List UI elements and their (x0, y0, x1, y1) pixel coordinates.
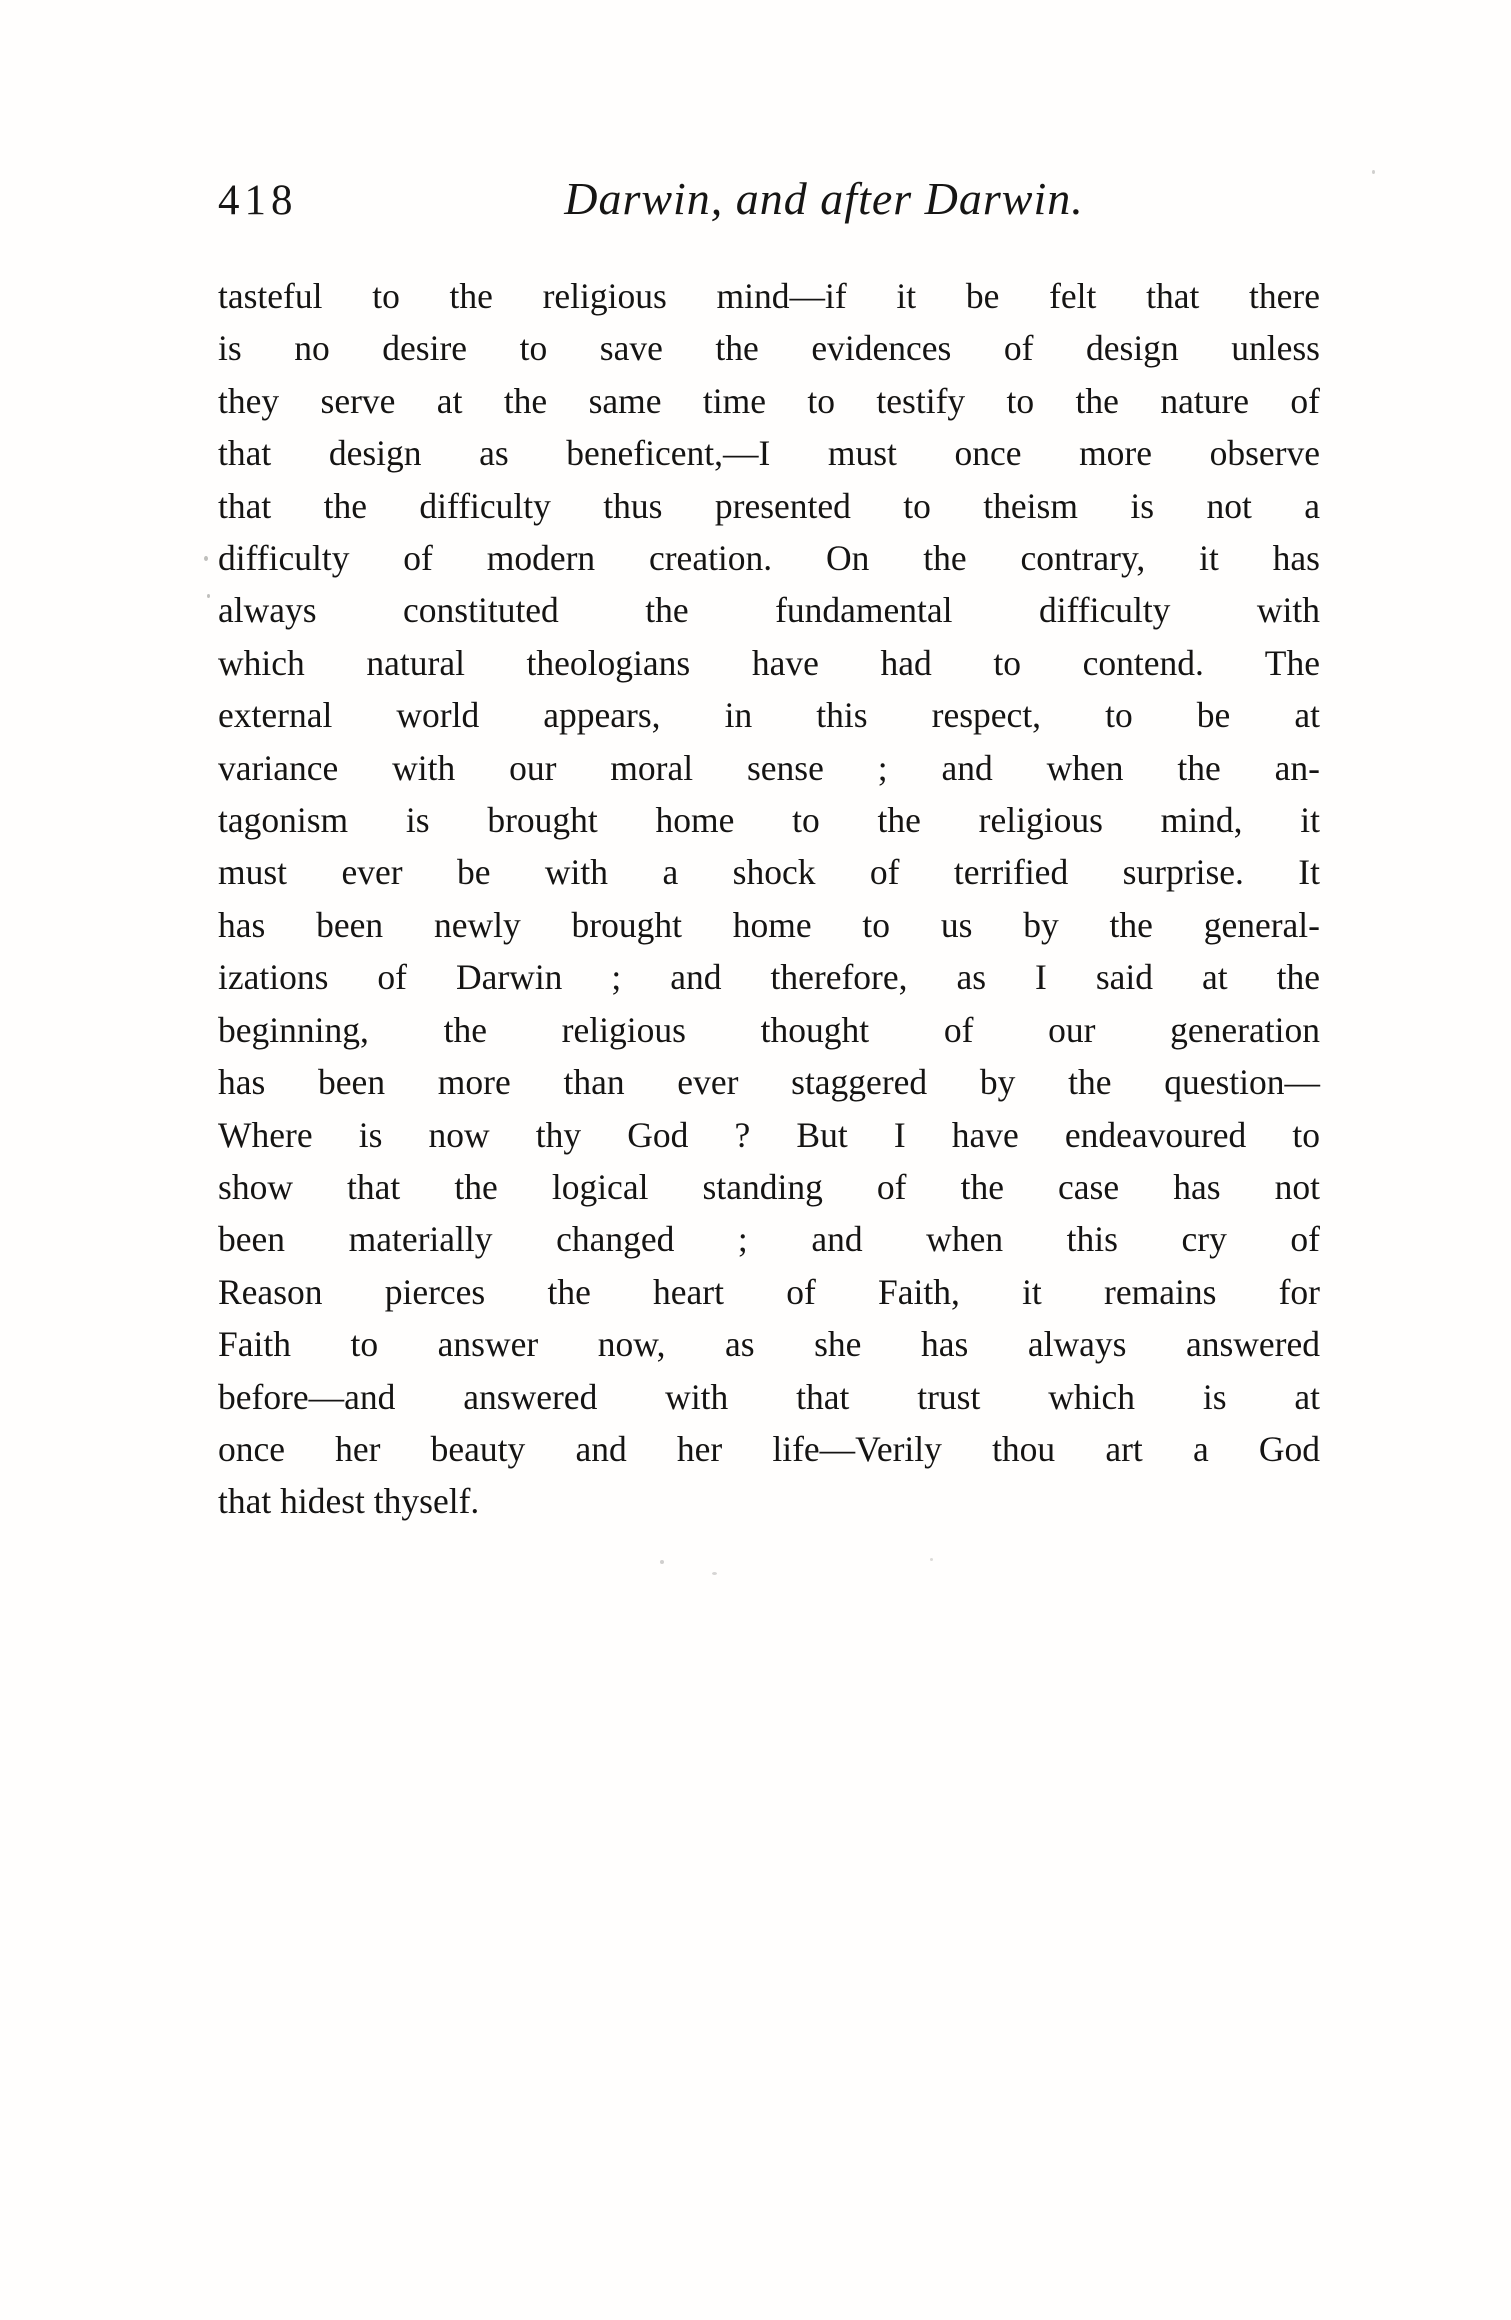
text-line: always constituted the fundamental difficulty with (218, 590, 1320, 631)
text-line: which natural theologians have had to contend. The (218, 642, 1320, 683)
text-line: they serve at the same time to testify to the nature of (218, 380, 1320, 421)
text-line: tasteful to the religious mind—if it be felt that there (218, 276, 1320, 316)
scan-speck (930, 1558, 933, 1561)
text-line: Reason pierces the heart of Faith, it remains for (218, 1271, 1320, 1312)
text-line: Faith to answer now, as she has always answered (218, 1324, 1320, 1365)
scan-speck (712, 1572, 717, 1575)
running-title: Darwin, and after Darwin. (564, 173, 1084, 224)
text-line: once her beauty and her life—Verily thou art a God (218, 1428, 1320, 1469)
text-line: has been more than ever staggered by the question— (218, 1062, 1320, 1103)
scan-speck (1372, 170, 1375, 174)
text-line: before—and answered with that trust which is at (218, 1376, 1320, 1417)
text-line: show that the logical standing of the case has not (218, 1166, 1320, 1207)
text-line: that hidest thyself. (218, 1481, 480, 1522)
text-line: that the difficulty thus presented to theism is not a (218, 485, 1320, 526)
text-line: is no desire to save the evidences of design unless (218, 328, 1320, 369)
text-line: Where is now thy God ? But I have endeavoured to (218, 1114, 1320, 1155)
page-number: 418 (218, 177, 298, 224)
text-line: tagonism is brought home to the religious mind, it (218, 800, 1320, 841)
text-line: external world appears, in this respect, to be at (218, 695, 1320, 736)
text-line: that design as beneficent,—I must once more observe (218, 433, 1320, 474)
scan-speck (660, 1560, 664, 1564)
text-line: izations of Darwin ; and therefore, as I said at the (218, 957, 1320, 998)
scan-speck (207, 594, 210, 598)
scan-speck (204, 556, 208, 561)
running-header (218, 172, 1320, 232)
body-text (218, 270, 1320, 1528)
text-line: has been newly brought home to us by the general- (218, 904, 1320, 945)
text-line: difficulty of modern creation. On the contrary, it has (218, 538, 1320, 579)
text-line: must ever be with a shock of terrified surprise. It (218, 852, 1320, 893)
text-line: variance with our moral sense ; and when the an- (218, 747, 1320, 788)
text-line: been materially changed ; and when this cry of (218, 1219, 1320, 1260)
text-line: beginning, the religious thought of our generation (218, 1009, 1320, 1050)
